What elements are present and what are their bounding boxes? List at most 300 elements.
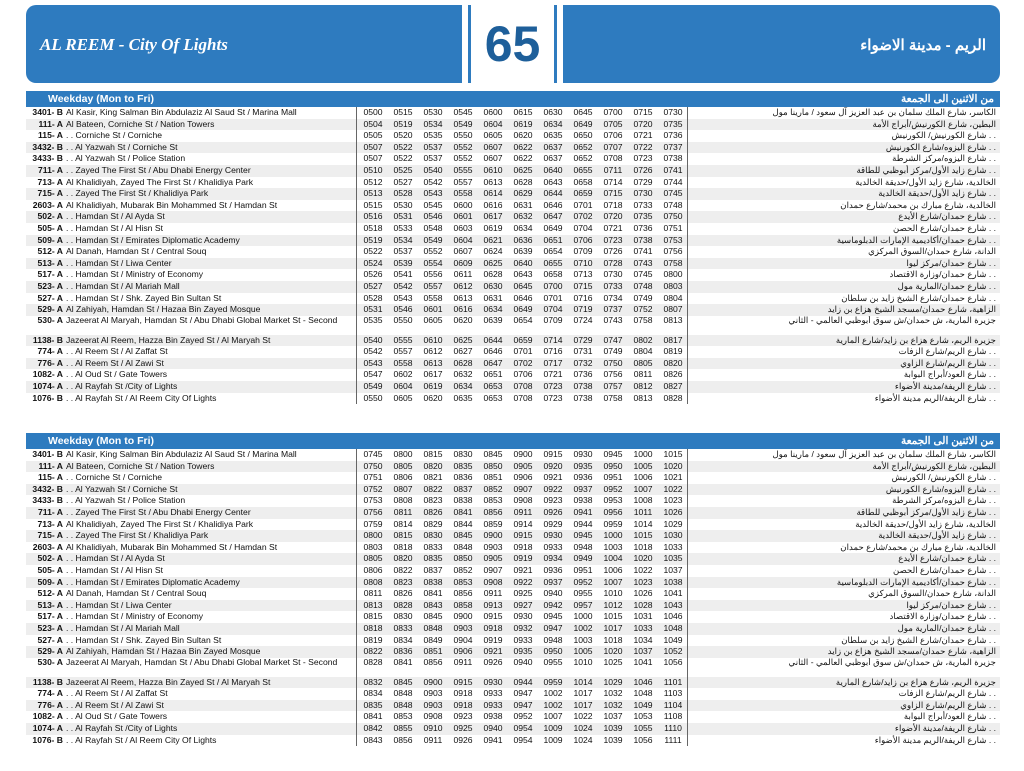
departure-time: 0612 [453,280,473,291]
departure-times [354,316,690,335]
departure-times [354,165,690,177]
departure-time: 0701 [543,292,563,303]
departure-time: 0528 [363,292,383,303]
departure-time: 0527 [363,280,383,291]
departure-time: 0803 [363,541,383,552]
departure-time: 0853 [453,576,473,587]
departure-time: 1018 [633,541,653,552]
stop-name-english: Jazeerat Al Reem, Hazza Bin Zayed St / Al Maryah St [66,334,271,345]
stop-code: 512- A [37,588,63,599]
departure-time: 0812 [633,381,653,392]
departure-time: 0726 [633,164,653,175]
departure-time: 0646 [513,292,533,303]
departure-time: 0550 [453,130,473,141]
departure-time: 0923 [543,495,563,506]
departure-time: 1033 [633,622,653,633]
departure-times [354,677,690,689]
departure-time: 0759 [363,518,383,529]
departure-time: 1023 [663,495,683,506]
departure-time: 0700 [543,280,563,291]
departure-time: 0549 [423,234,443,245]
stop-code: 529- A [37,646,63,657]
departure-time: 0919 [513,553,533,564]
departure-times [354,495,690,507]
departure-time: 0519 [393,118,413,129]
departure-time: 1037 [663,564,683,575]
departure-time: 0856 [393,734,413,745]
stop-name-english: Al Khalidiyah, Zayed The First St / Khalidiya Park [66,518,254,529]
table-row [26,269,1000,281]
departure-time: 0848 [453,541,473,552]
departure-time: 1011 [633,506,653,517]
departure-time: 0540 [363,334,383,345]
departure-time: 0750 [663,211,683,222]
stop-name-arabic: . . شارع زايد الأول/حديقة الخالدية [878,188,996,199]
stop-code: 527- A [37,634,63,645]
table-row [26,258,1000,270]
departure-times [354,611,690,623]
departure-time: 0841 [363,711,383,722]
departure-time: 1043 [663,599,683,610]
departure-time: 0936 [543,564,563,575]
column-divider [356,600,357,612]
departure-time: 0805 [363,553,383,564]
departure-time: 1055 [633,723,653,734]
departure-time: 0921 [513,564,533,575]
stop-name-arabic: الخالدية، شارع زايد الأول/حديقة الخالدية [855,176,996,187]
departure-time: 0919 [483,634,503,645]
stop-code: 3433- B [32,495,63,506]
departure-time: 0713 [573,269,593,280]
stop-name-english: Al Zahiyah, Hamdan St / Hazaa Bin Zayed Mosque [66,304,261,315]
departure-time: 0706 [513,369,533,380]
departure-time: 0948 [543,634,563,645]
departure-time: 0734 [603,292,623,303]
departure-time: 0907 [513,483,533,494]
table-row [26,519,1000,531]
table-row [26,107,1000,119]
column-divider [356,449,357,461]
column-divider [356,542,357,554]
departure-time: 0625 [453,334,473,345]
departure-time: 0555 [393,334,413,345]
departure-times [354,600,690,612]
stop-name-arabic: . . شارع حمدان/شارع الشيخ زايد بن سلطان [841,634,996,645]
stop-name-arabic: . . شارع الريم/شارع الزاوي [900,357,996,368]
table-row [26,677,1000,689]
departure-time: 0736 [663,130,683,141]
table-row [26,530,1000,542]
table-row [26,542,1000,554]
departure-time: 1049 [663,634,683,645]
departure-time: 0607 [483,153,503,164]
stop-name-english: . . Al Yazwah St / Corniche St [66,483,178,494]
departure-time: 0933 [483,688,503,699]
departure-time: 0520 [393,130,413,141]
departure-time: 0903 [483,541,503,552]
stop-name-arabic: . . شارع حمدان/شارع الحصن [893,222,996,233]
departure-time: 0617 [423,369,443,380]
departure-time: 0926 [543,506,563,517]
departure-time: 0724 [573,314,593,325]
stop-name-arabic: . . شارع حمدان/وزارة الاقتصاد [889,611,996,622]
stop-code: 513- A [37,257,63,268]
column-divider [356,246,357,258]
departure-time: 0534 [393,234,413,245]
table-row [26,588,1000,600]
departure-time: 0738 [633,234,653,245]
departure-time: 1018 [603,634,623,645]
departure-time: 0743 [633,257,653,268]
departure-time: 0543 [423,188,443,199]
stop-code: 530- A [37,656,63,667]
stop-name-english: . . Hamdan St / Emirates Diplomatic Academy [66,576,240,587]
column-divider [356,393,357,405]
table-row [26,142,1000,154]
departure-time: 0806 [363,564,383,575]
column-divider [356,304,357,316]
departure-time: 0820 [663,357,683,368]
departure-time: 0820 [393,553,413,564]
stop-name-arabic: الزاهية، شارع حمدان/مسجد الشيخ هزاع بن زايد [827,646,996,657]
stop-name-arabic: . . شارع اليزوه/شارع الكورنيش [885,483,996,494]
departure-time: 0834 [363,688,383,699]
departure-time: 0531 [363,304,383,315]
stop-code: 1138- B [32,334,63,345]
stop-name-english: Jazeerat Al Maryah, Hamdan St / Abu Dhabi Global Market St - Second [66,315,338,325]
departure-time: 0708 [513,381,533,392]
departure-time: 0518 [363,222,383,233]
table-row [26,165,1000,177]
departure-time: 0743 [603,314,623,325]
departure-time: 0750 [603,357,623,368]
stop-name-english: . . Hamdan St / Al Mariah Mall [66,622,180,633]
departure-time: 0818 [363,622,383,633]
stop-code: 517- A [37,269,63,280]
departure-time: 0947 [513,688,533,699]
departure-time: 0933 [483,699,503,710]
departure-time: 1031 [633,611,653,622]
departure-time: 0848 [393,688,413,699]
departure-time: 0543 [363,357,383,368]
departure-time: 0906 [453,646,473,657]
departure-time: 1026 [633,588,653,599]
departure-time: 1048 [633,688,653,699]
departure-time: 0845 [393,676,413,687]
departure-time: 1022 [663,483,683,494]
stop-name-english: Al Zahiyah, Hamdan St / Hazaa Bin Zayed Mosque [66,646,261,657]
departure-time: 0628 [453,357,473,368]
departure-time: 0515 [393,107,413,117]
departure-time: 0819 [363,634,383,645]
departure-time: 0542 [423,176,443,187]
departure-time: 0803 [663,280,683,291]
stop-name-arabic: جزيرة الريم، شارع هزاع بن زايد/شارع المارية [835,676,996,687]
departure-times [354,142,690,154]
departure-time: 1000 [603,530,623,541]
departure-time: 0702 [513,357,533,368]
departure-time: 0634 [513,222,533,233]
departure-time: 0756 [603,369,623,380]
departure-time: 0905 [513,460,533,471]
departure-times [354,335,690,347]
departure-time: 1010 [603,588,623,599]
departure-time: 0530 [393,199,413,210]
departure-time: 0522 [393,153,413,164]
stop-name-english: . . Al Rayfah St /City of Lights [66,381,178,392]
stop-name-english: Al Kasir, King Salman Bin Abdulaziz Al Saud St / Marina Mall [66,449,297,459]
stop-code: 502- A [37,211,63,222]
departure-time: 0848 [393,699,413,710]
table-row [26,223,1000,235]
departure-time: 0947 [543,622,563,633]
departure-time: 1037 [603,711,623,722]
departure-time: 0645 [573,107,593,117]
departure-time: 0837 [453,483,473,494]
departure-time: 0922 [513,576,533,587]
departure-time: 0811 [393,506,413,517]
departure-time: 0705 [603,118,623,129]
departure-time: 0714 [603,176,623,187]
departure-times [354,346,690,358]
departure-time: 0843 [363,734,383,745]
stop-name-english: . . Al Rayfah St / Al Reem City Of Lights [66,392,217,403]
departure-time: 0918 [453,699,473,710]
departure-times [354,507,690,519]
departure-time: 0738 [573,392,593,403]
departure-time: 0911 [453,656,473,667]
departure-time: 0945 [543,611,563,622]
table-row [26,153,1000,165]
section-label-arabic: من الاثنين الى الجمعة [900,93,994,105]
stop-code: 527- A [37,292,63,303]
departure-time: 0757 [603,381,623,392]
departure-time: 0914 [513,518,533,529]
departure-time: 0841 [453,506,473,517]
column-divider [356,723,357,735]
departure-time: 0653 [483,392,503,403]
departure-time: 1004 [603,553,623,564]
column-divider [356,281,357,293]
stop-code: 1074- A [32,381,63,392]
stop-code: 2603- A [32,199,63,210]
column-divider [356,530,357,542]
departure-time: 0853 [483,495,503,506]
column-divider [356,700,357,712]
departure-time: 0954 [513,734,533,745]
departure-time: 0537 [423,153,443,164]
departure-time: 0949 [573,553,593,564]
column-divider [356,519,357,531]
departure-time: 0620 [423,392,443,403]
departure-time: 0607 [453,246,473,257]
departure-time: 0826 [663,369,683,380]
column-divider [356,293,357,305]
section-label-english: Weekday (Mon to Fri) [48,435,154,447]
departure-time: 1029 [663,518,683,529]
departure-time: 0610 [423,334,443,345]
departure-time: 0659 [513,334,533,345]
table-row [26,346,1000,358]
stop-name-english: . . Al Rayfah St /City of Lights [66,723,178,734]
column-divider [356,119,357,131]
stop-name-english: . . Zayed The First St / Abu Dhabi Energy Center [66,164,251,175]
departure-time: 0829 [423,518,443,529]
departure-time: 0856 [423,656,443,667]
departure-times [354,553,690,565]
departure-time: 0634 [543,118,563,129]
departure-time: 0808 [393,495,413,506]
stop-name-arabic: البطين، شارع الكورنيش/أبراج الأمة [872,118,996,129]
departure-times [354,246,690,258]
departure-time: 0723 [603,234,623,245]
departure-time: 0952 [573,576,593,587]
departure-time: 0845 [423,611,443,622]
column-divider [356,646,357,658]
departure-time: 0605 [483,130,503,141]
departure-time: 0935 [513,646,533,657]
departure-time: 0951 [573,564,593,575]
departure-time: 1039 [603,734,623,745]
column-divider [356,711,357,723]
departure-times [354,304,690,316]
departure-time: 1022 [633,564,653,575]
departure-time: 0704 [543,304,563,315]
departure-time: 0817 [663,334,683,345]
departure-time: 0537 [423,141,443,152]
departure-time: 0910 [423,723,443,734]
departure-time: 0819 [663,346,683,357]
departure-time: 1014 [633,518,653,529]
departure-time: 0944 [513,676,533,687]
stop-code: 1076- B [32,392,63,403]
departure-time: 0620 [453,314,473,325]
departure-time: 0954 [513,723,533,734]
column-divider [356,611,357,623]
departure-time: 0936 [573,472,593,483]
column-divider [356,211,357,223]
departure-time: 0614 [483,188,503,199]
stop-name-english: . . Hamdan St / Al Ayda St [66,553,165,564]
departure-time: 0643 [513,269,533,280]
departure-time: 0731 [573,346,593,357]
departure-time: 1039 [603,723,623,734]
departure-time: 0636 [513,234,533,245]
departure-time: 1037 [633,646,653,657]
stop-name-arabic: جزيرة الريم، شارع هزاع بن زايد/شارع المارية [835,334,996,345]
departure-time: 0929 [543,518,563,529]
departure-time: 0715 [573,280,593,291]
stop-code: 3401- B [32,107,63,117]
departure-time: 0558 [393,357,413,368]
column-divider [356,658,357,677]
departure-time: 0938 [483,711,503,722]
stop-code: 715- A [37,188,63,199]
departure-time: 0851 [423,646,443,657]
departure-time: 0507 [363,153,383,164]
column-divider [356,142,357,154]
departure-time: 0716 [543,346,563,357]
departure-time: 0600 [483,107,503,117]
departure-time: 0530 [423,107,443,117]
departure-time: 0533 [393,222,413,233]
departure-time: 1009 [543,734,563,745]
stop-name-english: . . Zayed The First St / Abu Dhabi Energy Center [66,506,251,517]
stop-name-english: . . Al Oud St / Gate Towers [66,711,168,722]
departure-time: 0611 [453,269,473,280]
departure-time: 0545 [453,107,473,117]
departure-time: 0654 [543,246,563,257]
departure-time: 0708 [603,153,623,164]
departure-time: 0512 [363,176,383,187]
departure-time: 0800 [393,449,413,459]
departure-time: 0631 [513,199,533,210]
departure-time: 0834 [393,634,413,645]
departure-time: 0736 [633,222,653,233]
departure-time: 0527 [393,176,413,187]
departure-time: 0903 [453,622,473,633]
departure-time: 0918 [453,688,473,699]
departure-times [354,711,690,723]
departure-time: 0718 [603,199,623,210]
departure-time: 0903 [423,699,443,710]
departure-time: 0804 [633,346,653,357]
departure-times [354,235,690,247]
departure-time: 0522 [363,246,383,257]
stop-name-arabic: . . شارع الريم/شارع الزفات [898,688,996,699]
stop-name-english: Al Kasir, King Salman Bin Abdulaziz Al Saud St / Marina Mall [66,107,297,117]
stop-name-english: . . Hamdan St / Al Hisn St [66,564,163,575]
column-divider [356,369,357,381]
departure-time: 0741 [633,246,653,257]
departure-time: 0644 [483,334,503,345]
departure-times [354,258,690,270]
departure-time: 0835 [453,460,473,471]
departure-time: 0908 [423,711,443,722]
column-divider [356,588,357,600]
departure-time: 0616 [483,199,503,210]
departure-time: 0811 [633,369,653,380]
stop-name-arabic: . . شارع زايد الأول/مركز أبوظبي للطاقة [856,164,996,175]
departure-time: 0836 [453,472,473,483]
table-row [26,735,1000,747]
stop-code: 711- A [37,164,63,175]
departure-times [354,542,690,554]
departure-time: 1007 [633,483,653,494]
stop-code: 713- A [37,176,63,187]
departure-time: 0745 [633,269,653,280]
departure-time: 0918 [483,622,503,633]
departure-time: 0938 [573,495,593,506]
departure-time: 0555 [453,164,473,175]
departure-time: 1002 [543,688,563,699]
departure-times [354,723,690,735]
departure-times [354,281,690,293]
departure-time: 0845 [453,530,473,541]
column-divider [356,688,357,700]
departure-time: 0709 [543,314,563,325]
departure-time: 0554 [423,257,443,268]
departure-times [354,623,690,635]
departure-time: 0748 [633,280,653,291]
departure-time: 0852 [483,483,503,494]
departure-time: 0813 [663,314,683,325]
table-row [26,211,1000,223]
departure-time: 0640 [543,164,563,175]
departure-times [354,293,690,305]
departure-time: 0952 [603,483,623,494]
departure-time: 0617 [483,211,503,222]
